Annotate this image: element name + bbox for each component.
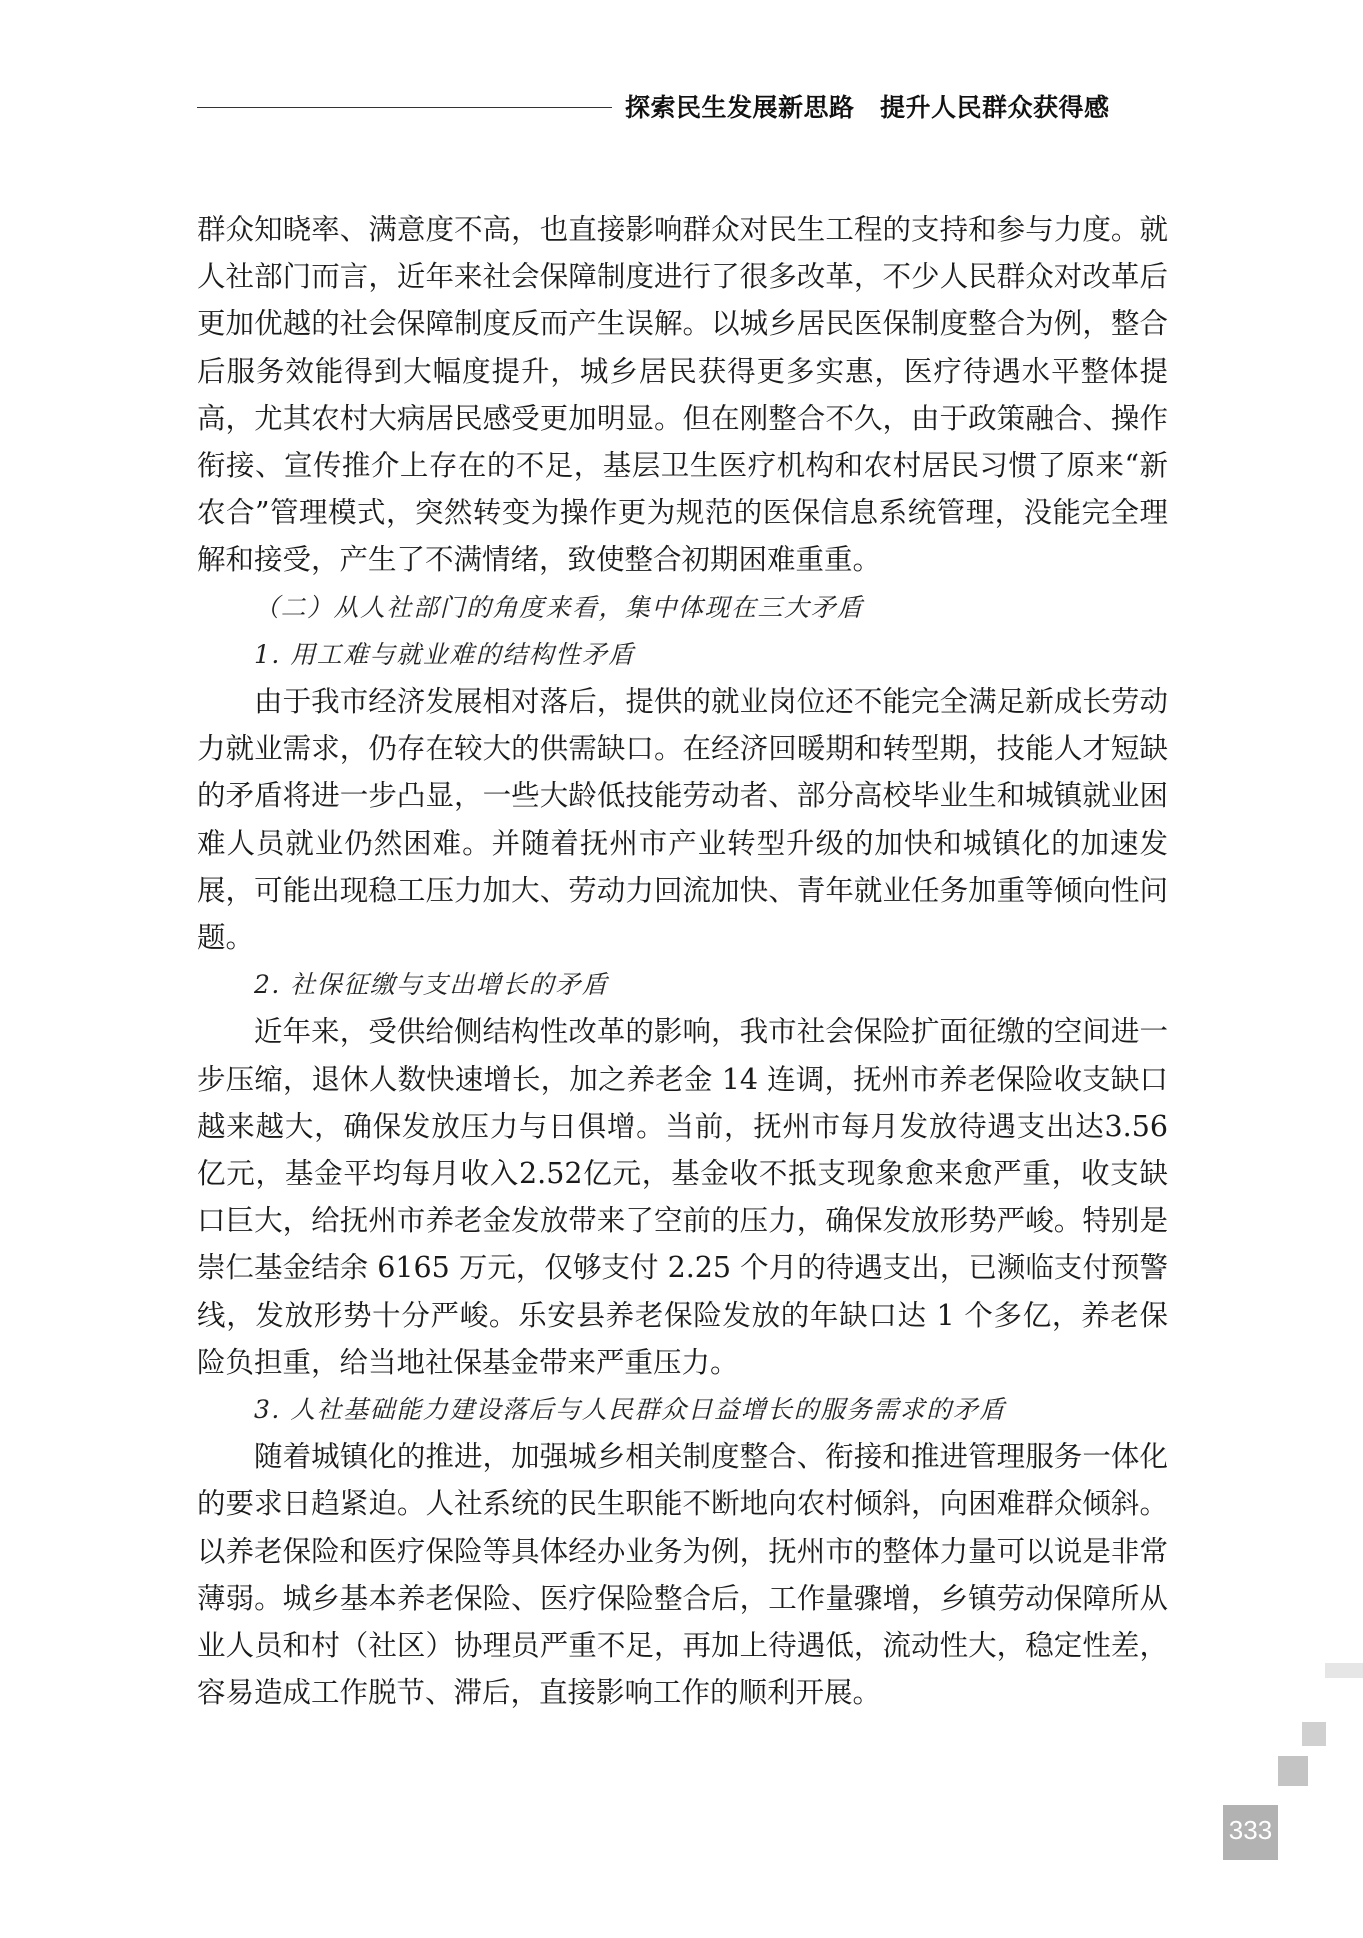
paragraph-1: 群众知晓率、满意度不高，也直接影响群众对民生工程的支持和参与力度。就人社部门而言，近年来社会保障制度进行了很多改革，不少人民群众对改革后更加优越的社会保障制度反而产生误解。以城乡居民医保制度整合为例，整合后服务效能得到大幅度提升，城乡居民获得更多实惠，医疗待遇水平整体提高，尤其农村大病居民感受更加明显。但在刚整合不久，由于政策融合、操作衔接、宣传推介上存在的不足，基层卫生医疗机构和农村居民习惯了原来“新农合”管理模式，突然转变为操作更为规范的医保信息系统管理，没能完全理解和接受，产生了不满情绪，致使整合初期困难重重。 <box>197 213 1168 577</box>
paragraph-4: 随着城镇化的推进，加强城乡相关制度整合、衔接和推进管理服务一体化的要求日趋紧迫。人社系统的民生职能不断地向农村倾斜，向困难群众倾斜。以养老保险和医疗保险等具体经办业务为例，抚州市的整体力量可以说是非常薄弱。城乡基本养老保险、医疗保险整合后，工作量骤增，乡镇劳动保障所从业人员和村（社区）协理员严重不足，再加上待遇低，流动性大，稳定性差，容易造成工作脱节、滞后，直接影响工作的顺利开展。 <box>197 1440 1168 1710</box>
header-rule <box>197 107 612 108</box>
subheading-2-2: 2. 社保征缴与支出增长的矛盾 <box>254 970 609 1000</box>
page-number-box <box>1223 1805 1278 1860</box>
subheading-2-1: 1. 用工难与就业难的结构性矛盾 <box>254 639 635 669</box>
running-header-title: 探索民生发展新思路 提升人民群众获得感 <box>625 93 1110 122</box>
subheading-2-3: 3. 人社基础能力建设落后与人民群众日益增长的服务需求的矛盾 <box>254 1395 1006 1425</box>
page-number: 333 <box>1228 1815 1273 1845</box>
body-text <box>197 206 1168 1717</box>
paragraph-2: 由于我市经济发展相对落后，提供的就业岗位还不能完全满足新成长劳动力就业需求，仍存在较大的供需缺口。在经济回暖期和转型期，技能人才短缺的矛盾将进一步凸显，一些大龄低技能劳动者、部分高校毕业生和城镇就业困难人员就业仍然困难。并随着抚州市产业转型升级的加快和城镇化的加速发展，可能出现稳工压力加大、劳动力回流加快、青年就业任务加重等倾向性问题。 <box>197 685 1168 955</box>
decorative-square-3 <box>1278 1756 1308 1786</box>
section-heading-2: （二）从人社部门的角度来看，集中体现在三大矛盾 <box>254 592 864 622</box>
decorative-square-1 <box>1325 1663 1363 1678</box>
paragraph-3: 近年来，受供给侧结构性改革的影响，我市社会保险扩面征缴的空间进一步压缩，退休人数快速增长，加之养老金 14 连调，抚州市养老保险收支缺口越来越大，确保发放压力与日俱增。当前，抚州市每月发放待遇支出达3.56亿元，基金平均每月收入2.52亿元，基金收不抵支现象愈来愈严重，收支缺口巨大，给抚州市养老金发放带来了空前的压力，确保发放形势严峻。特别是崇仁基金结余 6165 万元，仅够支付 2.25 个月的待遇支出，已濒临支付预警线，发放形势十分严峻。乐安县养老保险发放的年缺口达 1 个多亿，养老保险负担重，给当地社保基金带来严重压力。 <box>197 1015 1168 1379</box>
decorative-square-2 <box>1302 1722 1326 1746</box>
